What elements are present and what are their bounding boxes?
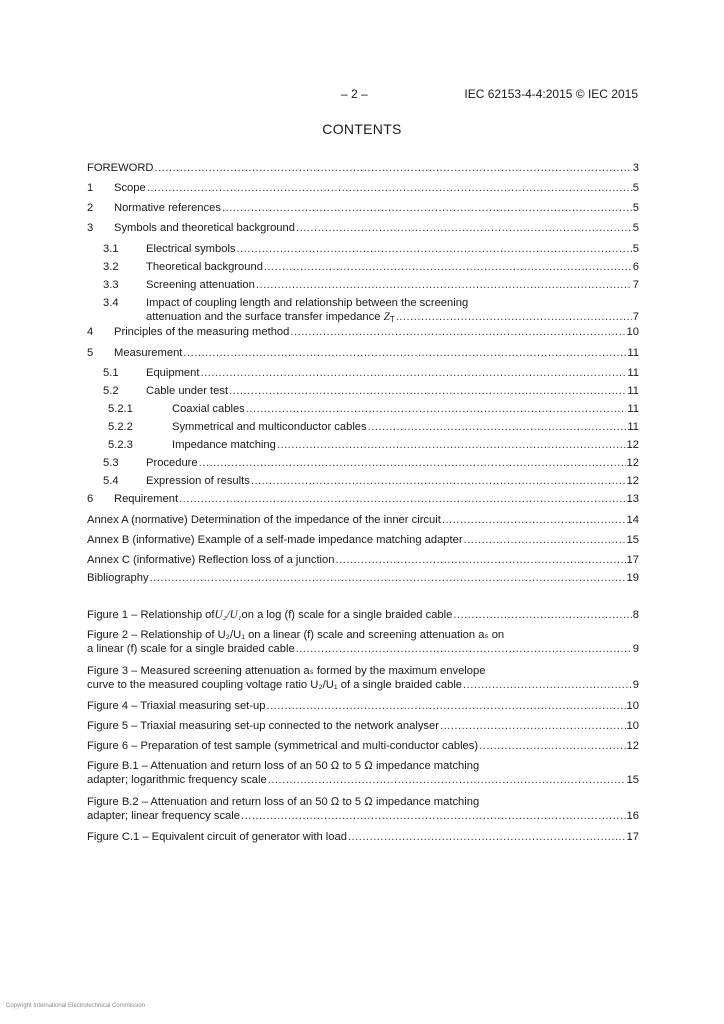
toc-entry-page: 14 <box>626 514 639 526</box>
toc-entry-title: Principles of the measuring method <box>114 326 290 338</box>
figure-entry-2[interactable] <box>87 628 639 662</box>
figure-entry-page: 16 <box>626 810 639 822</box>
toc-entry-title: Procedure <box>146 457 198 469</box>
toc-entry-page: 7 <box>632 279 639 291</box>
toc-entry-number: 3.2 <box>103 261 119 273</box>
toc-entry-procedure[interactable] <box>87 454 639 472</box>
toc-entry-number: 5.4 <box>103 475 119 487</box>
toc-entry-number: 3.3 <box>103 279 119 291</box>
toc-entry-page: 12 <box>626 457 639 469</box>
toc-entry-symmetrical-cables[interactable] <box>87 418 639 436</box>
figure-entry-page: 9 <box>632 643 639 655</box>
toc-entry-theoretical-background[interactable] <box>87 258 639 276</box>
toc-entry-number: 4 <box>87 326 94 338</box>
toc-entry-number: 2 <box>87 202 94 214</box>
toc-entry-symbols[interactable] <box>87 219 639 237</box>
figure-entry-title-line2: adapter; logarithmic frequency scale <box>87 774 267 786</box>
toc-entry-number: 5.1 <box>103 367 119 379</box>
figure-entry-6[interactable] <box>87 737 639 755</box>
figure-entry-title-line2: adapter; linear frequency scale <box>87 810 240 822</box>
contents-title: CONTENTS <box>322 121 402 137</box>
figure-entry-page: 17 <box>626 831 639 843</box>
toc-entry-number: 5 <box>87 347 94 359</box>
toc-entry-page: 11 <box>627 403 639 415</box>
figure-entry-page: 10 <box>626 700 639 712</box>
figure-entry-title: Figure 4 – Triaxial measuring set-up <box>87 700 266 712</box>
toc-entry-title: Bibliography <box>87 572 149 584</box>
toc-entry-title: Impedance matching <box>172 439 276 451</box>
toc-entry-page: 10 <box>626 326 639 338</box>
toc-entry-measurement[interactable] <box>87 344 639 362</box>
toc-entry-page: 5 <box>632 243 639 255</box>
toc-entry-title: Coaxial cables <box>172 403 245 415</box>
toc-entry-title: Expression of results <box>146 475 250 487</box>
figure-entry-title: Figure C.1 – Equivalent circuit of generator with load <box>87 831 347 843</box>
toc-entry-screening-attenuation[interactable] <box>87 276 639 294</box>
toc-entry-electrical-symbols[interactable] <box>87 240 639 258</box>
page-header <box>0 87 724 103</box>
figure-entry-title-line2: a linear (f) scale for a single braided cable <box>87 643 295 655</box>
toc-entry-page: 19 <box>626 572 639 584</box>
toc-entry-page: 11 <box>627 347 639 359</box>
toc-entry-page: 5 <box>632 182 639 194</box>
toc-entry-title: Requirement <box>114 493 179 505</box>
toc-entry-title: Equipment <box>146 367 200 379</box>
page-number: – 2 – <box>341 87 368 101</box>
toc-entry-number: 5.2.2 <box>108 421 133 433</box>
figure-entry-title: Figure 5 – Triaxial measuring set-up connected to the network analyser <box>87 720 439 732</box>
figure-entry-rest: on a log (f) scale for a single braided cable <box>241 609 453 621</box>
figure-entry-b1[interactable] <box>87 759 639 793</box>
toc-entry-number: 3 <box>87 222 94 234</box>
toc-entry-page: 3 <box>632 162 639 174</box>
toc-entry-title: Symmetrical and multiconductor cables <box>172 421 367 433</box>
toc-entry-page: 13 <box>626 493 639 505</box>
toc-entry-expression-of-results[interactable] <box>87 472 639 490</box>
toc-entry-page: 5 <box>632 222 639 234</box>
toc-entry-title: Annex B (informative) Example of a self-made impedance matching adapter <box>87 534 463 546</box>
toc-entry-title: Scope <box>114 182 146 194</box>
figure-entry-page: 8 <box>632 609 639 621</box>
figure-entry-label: Figure 1 – Relationship of <box>87 609 215 621</box>
toc-entry-title: Annex A (normative) Determination of the impedance of the inner circuit <box>87 514 441 526</box>
toc-entry-title: Electrical symbols <box>146 243 236 255</box>
figure-entry-page: 15 <box>626 774 639 786</box>
toc-entry-principles[interactable] <box>87 323 639 341</box>
toc-entry-annex-c[interactable] <box>87 551 639 569</box>
figure-entry-4[interactable] <box>87 697 639 715</box>
toc-entry-number: 1 <box>87 182 94 194</box>
toc-entry-page: 11 <box>627 385 639 397</box>
copyright-notice: Copyright International Electrotechnical Commission <box>6 1003 146 1009</box>
toc-entry-coaxial-cables[interactable] <box>87 400 639 418</box>
figure-entry-page: 10 <box>626 720 639 732</box>
toc-entry-page: 11 <box>627 421 639 433</box>
toc-entry-page: 6 <box>632 261 639 273</box>
toc-entry-number: 5.3 <box>103 457 119 469</box>
figure-entry-1[interactable] <box>87 606 639 624</box>
toc-entry-page: 7 <box>632 311 639 323</box>
toc-entry-normative-references[interactable] <box>87 199 639 217</box>
toc-entry-title: Cable under test <box>146 385 229 397</box>
toc-entry-page: 17 <box>626 554 639 566</box>
toc-entry-number: 5.2.3 <box>108 439 133 451</box>
figure-entry-title-line2: curve to the measured coupling voltage ratio U₂/U₁ of a single braided cable <box>87 679 463 691</box>
figure-entry-title: Figure 6 – Preparation of test sample (symmetrical and multi-conductor cables) <box>87 740 479 752</box>
toc-entry-title: Symbols and theoretical background <box>114 222 295 234</box>
toc-entry-foreword[interactable] <box>87 159 639 177</box>
toc-entry-number: 3.1 <box>103 243 119 255</box>
standard-reference: IEC 62153-4-4:2015 © IEC 2015 <box>464 87 638 101</box>
toc-entry-title: Theoretical background <box>146 261 263 273</box>
figure-entry-page: 9 <box>632 679 639 691</box>
toc-entry-cable-under-test[interactable] <box>87 382 639 400</box>
figure-entry-page: 12 <box>626 740 639 752</box>
toc-entry-page: 12 <box>626 439 639 451</box>
toc-entry-bibliography[interactable] <box>87 569 639 587</box>
figure-entry-title-line1: Figure B.1 – Attenuation and return loss of an 50 Ω to 5 Ω impedance matching <box>87 760 480 772</box>
toc-entry-annex-b[interactable] <box>87 531 639 549</box>
toc-entry-page: 11 <box>627 367 639 379</box>
toc-entry-title-line1: Impact of coupling length and relationship between the screening <box>146 297 469 309</box>
variable-subscript: T <box>389 315 395 324</box>
toc-entry-number: 5.2.1 <box>108 403 133 415</box>
toc-entry-title: Measurement <box>114 347 183 359</box>
toc-entry-equipment[interactable] <box>87 364 639 382</box>
figure-entry-title-line1: Figure 2 – Relationship of U₂/U₁ on a linear (f) scale and screening attenuation aₛ on <box>87 629 505 641</box>
toc-entry-number: 3.4 <box>103 297 119 309</box>
figure-entry-variable: U₂/U₁ <box>214 609 242 621</box>
figure-entry-5[interactable] <box>87 717 639 735</box>
figure-entry-c1[interactable] <box>87 828 639 846</box>
toc-entry-scope[interactable] <box>87 179 639 197</box>
toc-entry-title: FOREWORD <box>87 162 154 174</box>
figure-entry-title-line1: Figure 3 – Measured screening attenuation aₛ formed by the maximum envelope <box>87 665 486 677</box>
figure-entry-b2[interactable] <box>87 795 639 829</box>
toc-entry-page: 5 <box>632 202 639 214</box>
figure-entry-3[interactable] <box>87 664 639 698</box>
toc-entry-title: Normative references <box>114 202 221 214</box>
variable-z: Z <box>383 311 390 323</box>
toc-entry-requirement[interactable] <box>87 490 639 508</box>
toc-entry-impedance-matching[interactable] <box>87 436 639 454</box>
toc-entry-title-line2: attenuation and the surface transfer impedance <box>146 311 381 323</box>
toc-entry-page: 12 <box>626 475 639 487</box>
toc-entry-annex-a[interactable] <box>87 511 639 529</box>
toc-entry-number: 6 <box>87 493 94 505</box>
toc-entry-page: 15 <box>626 534 639 546</box>
toc-entry-title: Screening attenuation <box>146 279 255 291</box>
toc-entry-number: 5.2 <box>103 385 119 397</box>
figure-entry-title-line1: Figure B.2 – Attenuation and return loss of an 50 Ω to 5 Ω impedance matching <box>87 796 480 808</box>
toc-entry-title: Annex C (informative) Reflection loss of a junction <box>87 554 335 566</box>
